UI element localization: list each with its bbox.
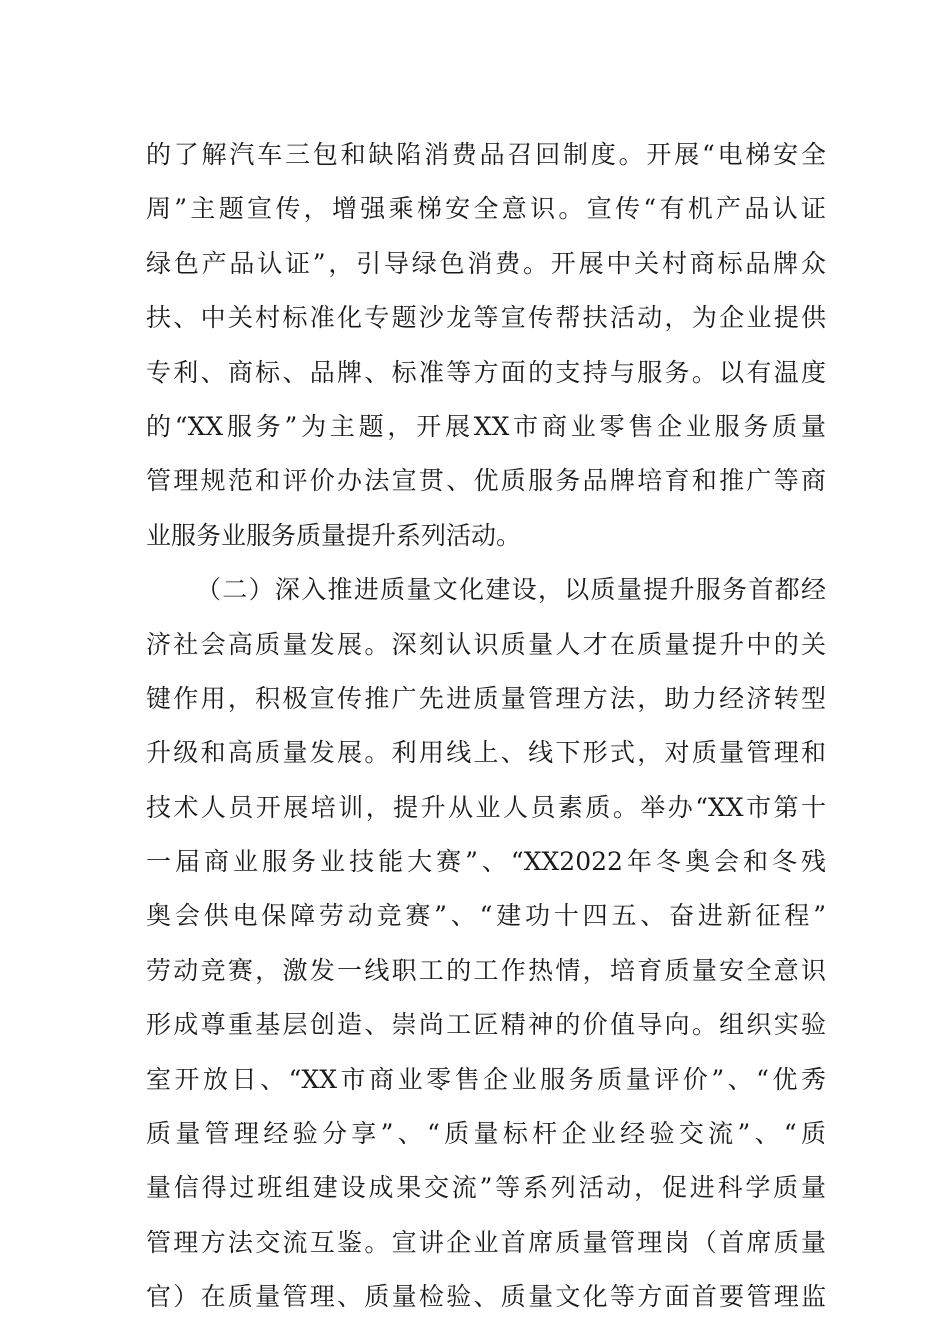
text-line: 周”主题宣传，增强乘梯安全意识。宣传“有机产品认证 (146, 194, 826, 224)
text-line: 官）在质量管理、质量检验、质量文化等方面首要管理监 (146, 1282, 826, 1312)
text-line: 绿色产品认证”，引导绿色消费。开展中关村商标品牌众 (146, 248, 826, 278)
text-line: 专利、商标、品牌、标准等方面的支持与服务。以有温度 (146, 357, 826, 387)
text-line: 扶、中关村标准化专题沙龙等宣传帮扶活动，为企业提供 (146, 303, 826, 333)
text-line: 管理方法交流互鉴。宣讲企业首席质量管理岗（首席质量 (146, 1227, 826, 1257)
paragraph-end-line: 业服务业服务质量提升系列活动。 (146, 520, 522, 550)
text-line: 技术人员开展培训，提升从业人员素质。举办“XX市第十 (146, 792, 826, 822)
text-line: 一届商业服务业技能大赛”、“XX2022年冬奥会和冬残 (146, 847, 826, 877)
text-line: 劳动竞赛，激发一线职工的工作热情，培育质量安全意识 (146, 955, 826, 985)
text-line: 室开放日、“XX市商业零售企业服务质量评价”、“优秀 (146, 1064, 826, 1094)
text-line: 管理规范和评价办法宣贯、优质服务品牌培育和推广等商 (146, 466, 826, 496)
text-line: 量信得过班组建设成果交流”等系列活动，促进科学质量 (146, 1173, 826, 1203)
text-line: 济社会高质量发展。深刻认识质量人才在质量提升中的关 (146, 629, 826, 659)
section-heading-line: （二）深入推进质量文化建设，以质量提升服务首都经 (196, 575, 826, 605)
text-line: 的了解汽车三包和缺陷消费品召回制度。开展“电梯安全 (146, 140, 826, 169)
text-line: 升级和高质量发展。利用线上、线下形式，对质量管理和 (146, 738, 826, 768)
text-line: 键作用，积极宣传推广先进质量管理方法，助力经济转型 (146, 683, 826, 713)
text-line: 质量管理经验分享”、“质量标杆企业经验交流”、“质 (146, 1119, 826, 1149)
document-body (146, 128, 826, 1325)
text-line: 的“XX服务”为主题，开展XX市商业零售企业服务质量 (146, 411, 826, 441)
text-line: 奥会供电保障劳动竞赛”、“建功十四五、奋进新征程” (146, 901, 826, 931)
text-line: 形成尊重基层创造、崇尚工匠精神的价值导向。组织实验 (146, 1010, 826, 1040)
